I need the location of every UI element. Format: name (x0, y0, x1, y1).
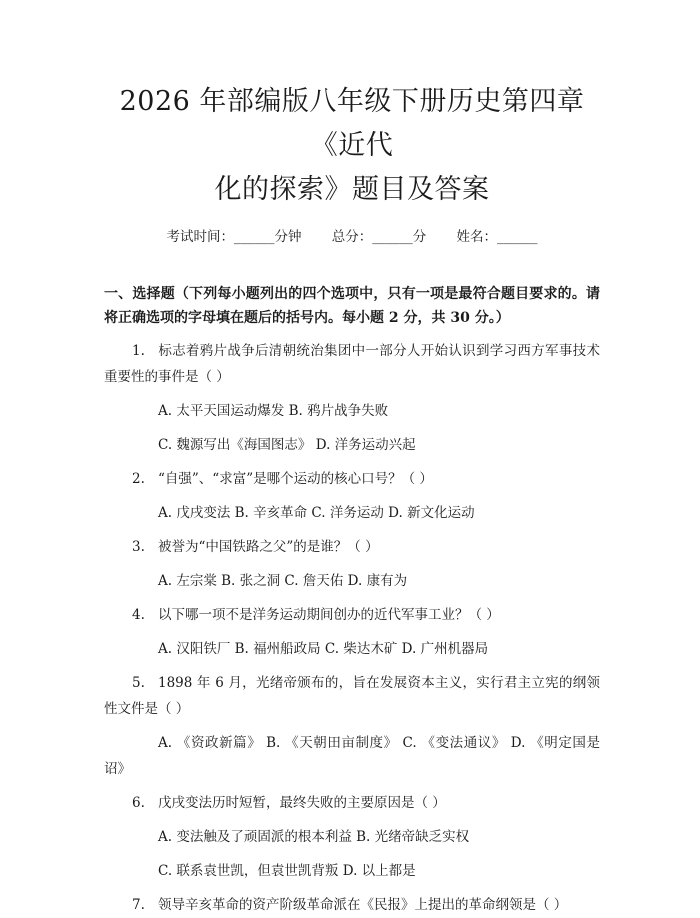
title-line-1: 2026 年部编版八年级下册历史第四章《近代 (119, 86, 585, 161)
section-heading: 一、选择题（下列每小题列出的四个选项中，只有一项是最符合题目要求的。请将正确选项的字母填在题后的括号内。每小题 2 分，共 30 分。） (104, 286, 600, 326)
question-stem (104, 602, 600, 628)
question-6 (104, 790, 600, 884)
exam-time-field: 考试时间：______分钟 (166, 229, 302, 245)
option-line: A. 戊戌变法 B. 辛亥革命 C. 洋务运动 D. 新文化运动 (158, 505, 475, 521)
option-line: A. 太平天国运动爆发 B. 鸦片战争失败 (158, 403, 389, 419)
title-line-2: 化的探索》题目及答案 (214, 174, 490, 205)
question-number: 2. (132, 471, 145, 487)
question-number: 5. (132, 675, 145, 691)
option-line: A. 汉阳铁厂 B. 福州船政局 C. 柴达木矿 D. 广州机器局 (158, 641, 489, 657)
question-stem (104, 466, 600, 492)
question-3 (104, 534, 600, 594)
option-line: A. 《资政新篇》 B. 《天朝田亩制度》 C. 《变法通议》 D. 《明定国是诏》 (104, 735, 600, 777)
question-stem (104, 338, 600, 390)
exam-info (104, 226, 600, 248)
question-number: 6. (132, 795, 145, 811)
total-score-field: 总分：______分 (331, 229, 427, 245)
question-7 (104, 892, 600, 918)
option-line: A. 变法触及了顽固派的根本利益 B. 光绪帝缺乏实权 (158, 829, 470, 845)
question-text: 标志着鸦片战争后清朝统治集团中一部分人开始认识到学习西方军事技术重要性的事件是（ ） (104, 343, 600, 385)
document-title (104, 0, 600, 212)
question-text: 1898 年 6 月，光绪帝颁布的，旨在发展资本主义，实行君主立宪的纲领性文件是（ ） (104, 675, 600, 717)
question-number: 3. (132, 539, 145, 555)
question-number: 1. (132, 343, 145, 359)
question-text: “自强”、“求富”是哪个运动的核心口号？（ ） (158, 471, 433, 487)
name-field: 姓名：______ (456, 229, 538, 245)
question-number: 7. (132, 897, 145, 913)
question-stem (104, 790, 600, 816)
option-line: C. 联系袁世凯，但袁世凯背叛 D. 以上都是 (158, 863, 416, 879)
option-line: C. 魏源写出《海国图志》 D. 洋务运动兴起 (158, 437, 416, 453)
question-text: 以下哪一项不是洋务运动期间创办的近代军事工业？（ ） (158, 607, 500, 623)
question-5 (104, 670, 600, 782)
question-stem (104, 892, 600, 918)
option-line: A. 左宗棠 B. 张之洞 C. 詹天佑 D. 康有为 (158, 573, 408, 589)
question-stem (104, 670, 600, 722)
question-text: 被誉为“中国铁路之父”的是谁？（ ） (158, 539, 379, 555)
question-1 (104, 338, 600, 458)
question-text: 领导辛亥革命的资产阶级革命派在《民报》上提出的革命纲领是（ ） (158, 897, 568, 913)
question-4 (104, 602, 600, 662)
question-text: 戊戌变法历时短暂，最终失败的主要原因是（ ） (158, 795, 446, 811)
question-stem (104, 534, 600, 560)
question-number: 4. (132, 607, 145, 623)
question-2 (104, 466, 600, 526)
